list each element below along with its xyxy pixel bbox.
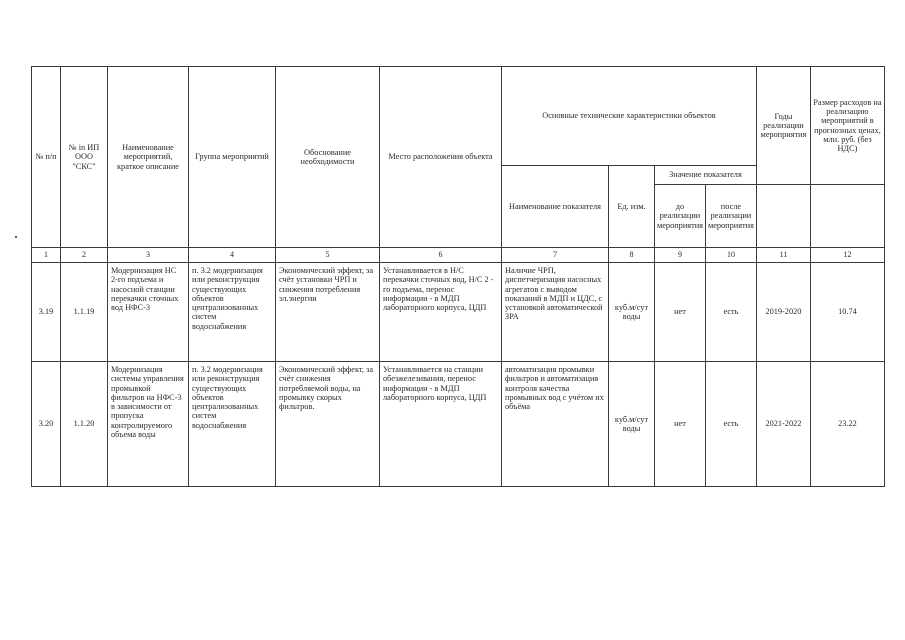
cell-num: 3.20 bbox=[32, 362, 61, 487]
cell-before: нет bbox=[655, 362, 706, 487]
cell-after: есть bbox=[705, 263, 756, 362]
cell-before: нет bbox=[655, 263, 706, 362]
column-number: 6 bbox=[380, 248, 502, 263]
cell-ip: 1.1.20 bbox=[61, 362, 108, 487]
header-years-empty bbox=[756, 185, 810, 248]
header-years: Годы реализации мероприятия bbox=[756, 67, 810, 185]
header-unit: Ед. изм. bbox=[609, 166, 655, 248]
measures-table bbox=[31, 66, 885, 487]
header-indicator: Наименование показателя bbox=[502, 166, 609, 248]
table-row bbox=[32, 362, 885, 487]
cell-location: Устанавливается в Н/С перекачки сточных вод, Н/С 2 - го подъема, перенос информации - в МДП лабораторного корпуса, ЦДП bbox=[380, 263, 502, 362]
cell-unit: куб.м/сут воды bbox=[609, 263, 655, 362]
table-row bbox=[32, 263, 885, 362]
cell-group: п. 3.2 модернизация или реконструкция существующих объектов централизованных систем водоснабжения bbox=[189, 263, 276, 362]
cell-num: 3.19 bbox=[32, 263, 61, 362]
column-number: 3 bbox=[108, 248, 189, 263]
column-number: 12 bbox=[810, 248, 884, 263]
cell-justification: Экономический эффект, за счёт снижения потребляемой воды, на промывку скорых фильтров. bbox=[276, 362, 380, 487]
cell-location: Устанавливается на станции обезжелезивания, перенос информации - в МДП лабораторного корпуса, ЦДП bbox=[380, 362, 502, 487]
column-number: 7 bbox=[502, 248, 609, 263]
cell-cost: 23.22 bbox=[810, 362, 884, 487]
header-before: до реализации мероприятия bbox=[655, 185, 706, 248]
cell-cost: 10.74 bbox=[810, 263, 884, 362]
column-number: 1 bbox=[32, 248, 61, 263]
column-number: 8 bbox=[609, 248, 655, 263]
header-location: Место расположения объекта bbox=[380, 67, 502, 248]
cell-ip: 1.1.19 bbox=[61, 263, 108, 362]
header-cost-empty bbox=[810, 185, 884, 248]
cell-indicator: автоматизация промывки фильтров и автоматизация контроля качества промывных вод с учётом их объёма bbox=[502, 362, 609, 487]
column-number: 11 bbox=[756, 248, 810, 263]
cell-unit: куб.м/сут воды bbox=[609, 362, 655, 487]
cell-group: п. 3.2 модернизация или реконструкция существующих объектов централизованных систем водоснабжения bbox=[189, 362, 276, 487]
header-justification: Обоснование необходимости bbox=[276, 67, 380, 248]
cell-name: Модернизация системы управления промывкой фильтров на НФС-3 в зависимости от пропуска контролируемого объема воды bbox=[108, 362, 189, 487]
header-num: № п/п bbox=[32, 67, 61, 248]
column-number: 5 bbox=[276, 248, 380, 263]
margin-mark bbox=[15, 236, 17, 238]
column-number-row bbox=[32, 248, 885, 263]
header-tech: Основные технические характеристики объектов bbox=[502, 67, 757, 166]
cell-after: есть bbox=[705, 362, 756, 487]
column-number: 4 bbox=[189, 248, 276, 263]
cell-years: 2019-2020 bbox=[756, 263, 810, 362]
column-number: 9 bbox=[655, 248, 706, 263]
cell-justification: Экономический эффект, за счёт установки ЧРП и снижения потребления эл.энергии bbox=[276, 263, 380, 362]
header-name: Наименование мероприятий, краткое описание bbox=[108, 67, 189, 248]
header-value: Значение показателя bbox=[655, 166, 757, 185]
cell-name: Модернизация НС 2-го подъема и насосной станции перекачки сточных вод НФС-3 bbox=[108, 263, 189, 362]
column-number: 10 bbox=[705, 248, 756, 263]
cell-years: 2021-2022 bbox=[756, 362, 810, 487]
header-after: после реализации мероприятия bbox=[705, 185, 756, 248]
header-ip-num: № in ИП ООО "СКС" bbox=[61, 67, 108, 248]
column-number: 2 bbox=[61, 248, 108, 263]
header-group: Группа мероприятий bbox=[189, 67, 276, 248]
header-cost: Размер расходов на реализацию мероприятий в прогнозных ценах, млн. руб. (без НДС) bbox=[810, 67, 884, 185]
cell-indicator: Наличие ЧРП, диспетчеризация насосных агрегатов с выводом показаний в МДП и ЦДС, с установкой автоматической ЗРА bbox=[502, 263, 609, 362]
